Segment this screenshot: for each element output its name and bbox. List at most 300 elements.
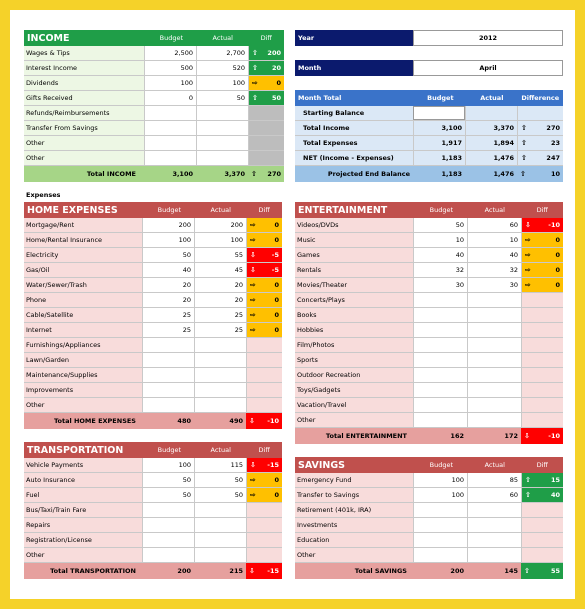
income-row-label: Refunds/Reimbursements <box>24 106 144 120</box>
home-row-budget[interactable] <box>142 398 194 412</box>
transportation-row <box>24 548 282 563</box>
home-row-budget[interactable] <box>142 383 194 397</box>
trend-arrow-icon: ⇧ <box>521 139 527 147</box>
income-total-label: Total INCOME <box>86 170 136 178</box>
income-row-budget[interactable]: 100 <box>144 76 196 90</box>
home-total-budget: 480 <box>177 417 191 425</box>
transportation-row-budget[interactable] <box>142 518 194 532</box>
entertainment-total-row <box>295 428 563 444</box>
income-row-label: Gifts Received <box>24 91 144 105</box>
home-row-label: Electricity <box>24 248 142 262</box>
savings-row-budget[interactable]: 100 <box>413 473 467 487</box>
savings-row-label: Education <box>295 533 413 547</box>
summary-row-actual[interactable] <box>465 106 517 120</box>
entertainment-col-budget: Budget <box>429 206 454 214</box>
home-row-actual[interactable]: 25 <box>194 308 246 322</box>
summary-row-budget[interactable] <box>413 106 465 120</box>
home-row-diff: 0 <box>274 326 279 334</box>
home-row <box>24 293 282 308</box>
income-row-diff-cell <box>248 76 284 90</box>
transportation-row <box>24 458 282 473</box>
income-row-budget[interactable] <box>144 151 196 165</box>
income-row-diff-cell <box>248 91 284 105</box>
income-row <box>24 46 284 61</box>
entertainment-row-budget[interactable] <box>413 368 467 382</box>
savings-total-diff: 55 <box>550 567 560 575</box>
entertainment-row-label: Music <box>295 233 413 247</box>
savings-row-actual[interactable] <box>467 518 521 532</box>
income-row-budget[interactable]: 2,500 <box>144 46 196 60</box>
expenses-label: Expenses <box>26 191 61 199</box>
home-row-diff: 0 <box>274 221 279 229</box>
savings-row-diff-cell <box>521 533 563 547</box>
income-row-budget[interactable] <box>144 136 196 150</box>
income-col-budget: Budget <box>159 34 183 42</box>
entertainment-row <box>295 413 563 428</box>
summary-row-actual[interactable]: 1,476 <box>465 151 517 165</box>
entertainment-row-diff-cell <box>521 218 563 232</box>
year-value[interactable]: 2012 <box>413 30 563 46</box>
summary-col-budget: Budget <box>427 94 454 102</box>
entertainment-row-label: Rentals <box>295 263 413 277</box>
entertainment-row-label: Vacation/Travel <box>295 398 413 412</box>
entertainment-row-diff: 0 <box>555 236 560 244</box>
entertainment-row <box>295 368 563 383</box>
income-row <box>24 151 284 166</box>
entertainment-row-budget[interactable] <box>413 413 467 427</box>
entertainment-total-actual: 172 <box>504 432 518 440</box>
savings-row <box>295 533 563 548</box>
income-rows <box>24 46 284 166</box>
home-row-actual[interactable] <box>194 383 246 397</box>
entertainment-total-diff: -10 <box>548 432 560 440</box>
entertainment-row-actual[interactable] <box>467 398 521 412</box>
entertainment-row-diff-cell <box>521 383 563 397</box>
income-row-budget[interactable] <box>144 106 196 120</box>
home-row-diff: 0 <box>274 296 279 304</box>
home-row-budget[interactable] <box>142 368 194 382</box>
income-row-actual[interactable]: 2,700 <box>196 46 248 60</box>
savings-col-diff: Diff <box>536 461 548 469</box>
entertainment-row-actual[interactable]: 40 <box>467 248 521 262</box>
transportation-row-actual[interactable]: 50 <box>194 488 246 502</box>
home-row-actual[interactable] <box>194 353 246 367</box>
trend-arrow-icon: ⇨ <box>250 476 256 484</box>
home-row-label: Furnishings/Appliances <box>24 338 142 352</box>
trend-arrow-icon: ⇨ <box>250 281 256 289</box>
savings-row-label: Emergency Fund <box>295 473 413 487</box>
summary-row-diff-cell <box>517 151 563 165</box>
income-row-diff: 50 <box>271 94 281 102</box>
home-row-diff-cell <box>246 398 282 412</box>
trend-arrow-icon: ⇨ <box>250 491 256 499</box>
income-row-budget[interactable] <box>144 121 196 135</box>
transportation-row-label: Bus/Taxi/Train Fare <box>24 503 142 517</box>
entertainment-row-budget[interactable] <box>413 398 467 412</box>
home-row-diff-cell <box>246 308 282 322</box>
up-arrow-icon: ⇧ <box>251 170 257 178</box>
trend-arrow-icon: ⇧ <box>525 476 531 484</box>
savings-row-label: Retirement (401k, IRA) <box>295 503 413 517</box>
savings-row-budget[interactable] <box>413 548 467 562</box>
entertainment-section <box>295 202 563 444</box>
transportation-total-diff: -15 <box>267 567 279 575</box>
transportation-total-row <box>24 563 282 579</box>
summary-row-actual[interactable]: 1,894 <box>465 136 517 150</box>
trend-arrow-icon: ⇨ <box>250 326 256 334</box>
entertainment-row <box>295 278 563 293</box>
entertainment-row-diff-cell <box>521 248 563 262</box>
transportation-row-budget[interactable]: 50 <box>142 488 194 502</box>
home-row-budget[interactable]: 50 <box>142 248 194 262</box>
home-row-label: Maintenance/Supplies <box>24 368 142 382</box>
income-row-label: Dividends <box>24 76 144 90</box>
entertainment-row-label: Other <box>295 413 413 427</box>
entertainment-row-budget[interactable]: 40 <box>413 248 467 262</box>
transportation-row-label: Other <box>24 548 142 562</box>
projected-label: Projected End Balance <box>327 170 410 178</box>
home-row-diff-cell <box>246 248 282 262</box>
savings-row <box>295 548 563 563</box>
income-row <box>24 136 284 151</box>
home-row-actual[interactable]: 55 <box>194 248 246 262</box>
home-row-budget[interactable]: 20 <box>142 293 194 307</box>
entertainment-row-actual[interactable] <box>467 368 521 382</box>
entertainment-row-budget[interactable] <box>413 323 467 337</box>
transportation-row-diff-cell <box>246 473 282 487</box>
home-row-diff: 0 <box>274 281 279 289</box>
income-row-label: Wages & Tips <box>24 46 144 60</box>
home-row-budget[interactable]: 200 <box>142 218 194 232</box>
trend-arrow-icon: ⇨ <box>252 79 258 87</box>
entertainment-row-diff-cell <box>521 353 563 367</box>
trend-arrow-icon: ⇩ <box>250 266 256 274</box>
entertainment-row-budget[interactable]: 32 <box>413 263 467 277</box>
trend-arrow-icon: ⇨ <box>250 221 256 229</box>
summary-row-budget[interactable]: 1,917 <box>413 136 465 150</box>
entertainment-row <box>295 383 563 398</box>
transportation-row-actual[interactable] <box>194 518 246 532</box>
entertainment-row <box>295 398 563 413</box>
trend-arrow-icon: ⇧ <box>521 124 527 132</box>
home-row-actual[interactable] <box>194 398 246 412</box>
income-row-diff-cell <box>248 61 284 75</box>
transportation-row-budget[interactable] <box>142 548 194 562</box>
home-row-label: Cable/Satellite <box>24 308 142 322</box>
entertainment-row-budget[interactable]: 30 <box>413 278 467 292</box>
entertainment-row-diff-cell <box>521 278 563 292</box>
entertainment-row-actual[interactable] <box>467 308 521 322</box>
trend-arrow-icon: ⇨ <box>525 281 531 289</box>
entertainment-row <box>295 338 563 353</box>
income-row-diff: 0 <box>276 79 281 87</box>
transportation-total-label: Total TRANSPORTATION <box>50 567 136 575</box>
transportation-row-budget[interactable] <box>142 503 194 517</box>
savings-row-diff: 40 <box>550 491 560 499</box>
savings-row-actual[interactable]: 60 <box>467 488 521 502</box>
transportation-row-label: Repairs <box>24 518 142 532</box>
summary-col-diff: Difference <box>521 94 560 102</box>
summary-row-label: Starting Balance <box>295 106 413 120</box>
income-row-actual[interactable]: 100 <box>196 76 248 90</box>
entertainment-row-actual[interactable] <box>467 413 521 427</box>
income-row <box>24 76 284 91</box>
transportation-row-actual[interactable]: 50 <box>194 473 246 487</box>
entertainment-row <box>295 308 563 323</box>
home-row-label: Phone <box>24 293 142 307</box>
entertainment-row-actual[interactable] <box>467 338 521 352</box>
savings-row-diff-cell <box>521 518 563 532</box>
trend-arrow-icon: ⇨ <box>250 311 256 319</box>
entertainment-row <box>295 323 563 338</box>
income-row-label: Transfer From Savings <box>24 121 144 135</box>
savings-row-actual[interactable] <box>467 533 521 547</box>
savings-row-diff-cell <box>521 473 563 487</box>
savings-row-budget[interactable] <box>413 518 467 532</box>
savings-row-actual[interactable] <box>467 503 521 517</box>
income-row-budget[interactable]: 0 <box>144 91 196 105</box>
entertainment-row <box>295 263 563 278</box>
income-col-actual: Actual <box>212 34 233 42</box>
transportation-row-budget[interactable] <box>142 533 194 547</box>
entertainment-row-budget[interactable] <box>413 293 467 307</box>
entertainment-row-label: Toys/Gadgets <box>295 383 413 397</box>
transportation-col-actual: Actual <box>210 446 231 454</box>
trend-arrow-icon: ⇧ <box>525 491 531 499</box>
transportation-row-actual[interactable]: 115 <box>194 458 246 472</box>
home-row-diff-cell <box>246 338 282 352</box>
income-header <box>24 30 284 46</box>
income-row-actual[interactable] <box>196 121 248 135</box>
summary-row-label: NET (Income - Expenses) <box>295 151 413 165</box>
home-row-budget[interactable]: 25 <box>142 323 194 337</box>
home-total-row <box>24 413 282 429</box>
transportation-row-diff: -15 <box>267 461 279 469</box>
home-row-budget[interactable]: 20 <box>142 278 194 292</box>
projected-row <box>295 166 563 182</box>
income-total-diff-cell <box>248 167 284 181</box>
transportation-row-label: Vehicle Payments <box>24 458 142 472</box>
home-row-actual[interactable]: 20 <box>194 293 246 307</box>
home-row-label: Mortgage/Rent <box>24 218 142 232</box>
entertainment-total-budget: 162 <box>450 432 464 440</box>
entertainment-row <box>295 293 563 308</box>
entertainment-total-diff-cell <box>521 428 563 444</box>
entertainment-header <box>295 202 563 218</box>
savings-row <box>295 503 563 518</box>
savings-row <box>295 473 563 488</box>
savings-total-budget: 200 <box>450 567 464 575</box>
entertainment-row-label: Books <box>295 308 413 322</box>
entertainment-row-budget[interactable] <box>413 383 467 397</box>
savings-row-budget[interactable]: 100 <box>413 488 467 502</box>
budget-sheet <box>10 10 575 599</box>
home-row-diff-cell <box>246 353 282 367</box>
summary-row-budget[interactable]: 1,183 <box>413 151 465 165</box>
income-row-actual[interactable] <box>196 136 248 150</box>
projected-diff: 10 <box>550 170 560 178</box>
transportation-row-budget[interactable]: 50 <box>142 473 194 487</box>
summary-section <box>295 30 563 182</box>
income-row-actual[interactable]: 50 <box>196 91 248 105</box>
summary-row <box>295 151 563 166</box>
home-row-diff-cell <box>246 323 282 337</box>
entertainment-row-label: Outdoor Recreation <box>295 368 413 382</box>
entertainment-row-diff-cell <box>521 368 563 382</box>
transportation-row-actual[interactable] <box>194 503 246 517</box>
income-row-actual[interactable]: 520 <box>196 61 248 75</box>
home-row-actual[interactable]: 25 <box>194 323 246 337</box>
entertainment-row-diff-cell <box>521 293 563 307</box>
summary-row-label: Total Income <box>295 121 413 135</box>
savings-row-actual[interactable]: 85 <box>467 473 521 487</box>
home-row-diff: -5 <box>271 266 279 274</box>
savings-total-diff-cell <box>521 563 563 579</box>
home-row-budget[interactable]: 25 <box>142 308 194 322</box>
summary-row-label: Total Expenses <box>295 136 413 150</box>
home-row-label: Home/Rental Insurance <box>24 233 142 247</box>
home-row-actual[interactable]: 45 <box>194 263 246 277</box>
savings-row-budget[interactable] <box>413 503 467 517</box>
trend-arrow-icon: ⇩ <box>249 567 255 575</box>
entertainment-row-budget[interactable]: 10 <box>413 233 467 247</box>
transportation-row-actual[interactable] <box>194 533 246 547</box>
income-title: INCOME <box>27 32 70 44</box>
savings-row-label: Investments <box>295 518 413 532</box>
income-row-budget[interactable]: 500 <box>144 61 196 75</box>
home-row <box>24 383 282 398</box>
transportation-total-diff-cell <box>246 563 282 579</box>
trend-arrow-icon: ⇧ <box>252 94 258 102</box>
entertainment-row-actual[interactable]: 30 <box>467 278 521 292</box>
transportation-header <box>24 442 282 458</box>
entertainment-row-actual[interactable] <box>467 293 521 307</box>
entertainment-row-label: Movies/Theater <box>295 278 413 292</box>
entertainment-row-actual[interactable]: 10 <box>467 233 521 247</box>
income-total-diff: 270 <box>267 170 281 178</box>
entertainment-row-actual[interactable] <box>467 323 521 337</box>
trend-arrow-icon: ⇧ <box>524 567 530 575</box>
home-row-actual[interactable]: 100 <box>194 233 246 247</box>
home-row <box>24 278 282 293</box>
transportation-row-diff-cell <box>246 548 282 562</box>
summary-row-actual[interactable]: 3,370 <box>465 121 517 135</box>
transportation-row-budget[interactable]: 100 <box>142 458 194 472</box>
home-row-label: Improvements <box>24 383 142 397</box>
month-row <box>295 60 563 76</box>
income-row-diff-cell <box>248 121 284 135</box>
entertainment-row-actual[interactable]: 60 <box>467 218 521 232</box>
summary-row-budget[interactable]: 3,100 <box>413 121 465 135</box>
transportation-title: TRANSPORTATION <box>27 444 124 456</box>
home-row-budget[interactable] <box>142 338 194 352</box>
savings-col-actual: Actual <box>484 461 505 469</box>
home-row-label: Other <box>24 398 142 412</box>
year-row <box>295 30 563 46</box>
summary-row-diff-cell <box>517 106 563 120</box>
trend-arrow-icon: ⇧ <box>521 154 527 162</box>
year-label: Year <box>295 30 413 46</box>
home-col-actual: Actual <box>210 206 231 214</box>
income-total-row <box>24 166 284 182</box>
home-row-actual[interactable] <box>194 368 246 382</box>
home-row-actual[interactable]: 20 <box>194 278 246 292</box>
income-row-actual[interactable] <box>196 151 248 165</box>
home-total-diff-cell <box>246 413 282 429</box>
summary-table-title: Month Total <box>298 94 342 102</box>
home-row <box>24 353 282 368</box>
home-row <box>24 248 282 263</box>
home-total-label: Total HOME EXPENSES <box>53 417 136 425</box>
home-row-budget[interactable]: 40 <box>142 263 194 277</box>
entertainment-row-budget[interactable] <box>413 338 467 352</box>
home-row-actual[interactable] <box>194 338 246 352</box>
income-row-label: Interest Income <box>24 61 144 75</box>
entertainment-row-actual[interactable]: 32 <box>467 263 521 277</box>
entertainment-row-actual[interactable] <box>467 383 521 397</box>
savings-total-label: Total SAVINGS <box>354 567 407 575</box>
entertainment-row-budget[interactable]: 50 <box>413 218 467 232</box>
savings-row-diff: 15 <box>550 476 560 484</box>
entertainment-col-diff: Diff <box>536 206 548 214</box>
home-expenses-section <box>24 202 282 429</box>
income-row <box>24 91 284 106</box>
transportation-row <box>24 533 282 548</box>
month-value[interactable]: April <box>413 60 563 76</box>
home-row-label: Water/Sewer/Trash <box>24 278 142 292</box>
summary-row <box>295 136 563 151</box>
summary-row-diff: 23 <box>550 139 560 147</box>
summary-row <box>295 106 563 121</box>
entertainment-row-budget[interactable] <box>413 353 467 367</box>
home-row-diff-cell <box>246 293 282 307</box>
home-row-budget[interactable] <box>142 353 194 367</box>
entertainment-row-actual[interactable] <box>467 353 521 367</box>
savings-row-actual[interactable] <box>467 548 521 562</box>
transportation-row-label: Auto Insurance <box>24 473 142 487</box>
entertainment-row-diff-cell <box>521 398 563 412</box>
summary-row <box>295 121 563 136</box>
transportation-row-diff-cell <box>246 458 282 472</box>
home-row <box>24 233 282 248</box>
entertainment-row-budget[interactable] <box>413 308 467 322</box>
entertainment-row-diff-cell <box>521 323 563 337</box>
income-row-diff-cell <box>248 151 284 165</box>
savings-row-budget[interactable] <box>413 533 467 547</box>
entertainment-row <box>295 353 563 368</box>
entertainment-row <box>295 233 563 248</box>
income-row-diff-cell <box>248 46 284 60</box>
savings-total-actual: 145 <box>504 567 518 575</box>
home-row-diff: 0 <box>274 236 279 244</box>
summary-row-diff-cell <box>517 121 563 135</box>
savings-section <box>295 457 563 579</box>
transportation-row-diff-cell <box>246 488 282 502</box>
transportation-row-label: Registration/License <box>24 533 142 547</box>
transportation-row-actual[interactable] <box>194 548 246 562</box>
entertainment-row-diff-cell <box>521 338 563 352</box>
home-title: HOME EXPENSES <box>27 204 118 216</box>
savings-row-label: Other <box>295 548 413 562</box>
income-row-actual[interactable] <box>196 106 248 120</box>
home-row-budget[interactable]: 100 <box>142 233 194 247</box>
income-row-label: Other <box>24 151 144 165</box>
home-row <box>24 368 282 383</box>
trend-arrow-icon: ⇨ <box>250 296 256 304</box>
home-row-actual[interactable]: 200 <box>194 218 246 232</box>
savings-col-budget: Budget <box>429 461 454 469</box>
summary-rows <box>295 106 563 166</box>
